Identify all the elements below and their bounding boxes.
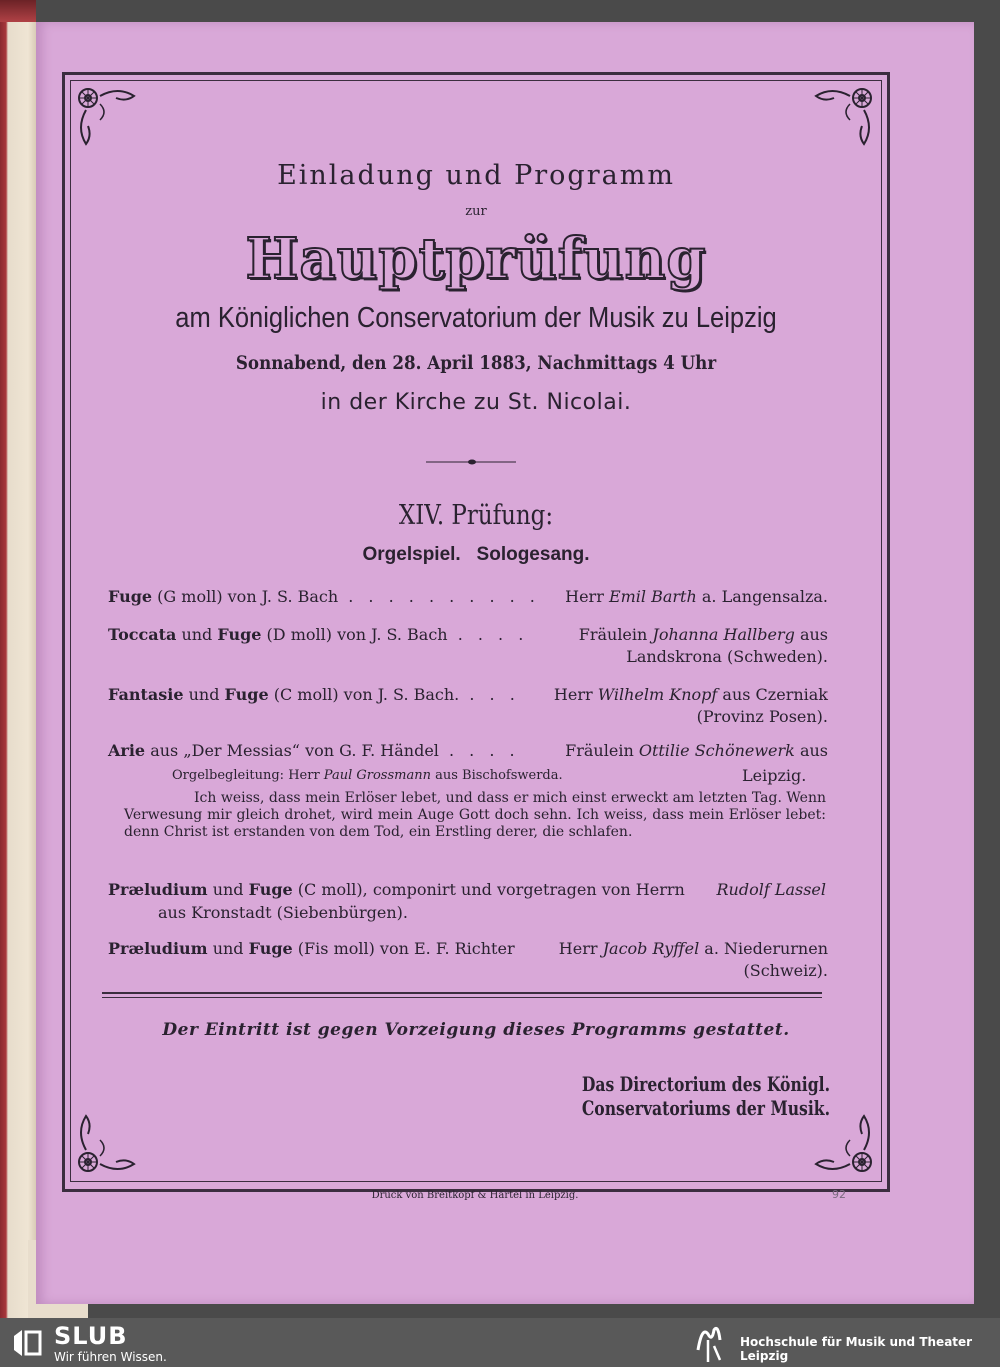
piece-detail: aus „Der Messias“ von G. F. Händel	[145, 741, 439, 760]
performer-origin: aus	[794, 741, 828, 760]
piece-title-2: Fuge	[224, 685, 269, 704]
program-entry-5	[108, 878, 826, 924]
spine-binding	[0, 0, 36, 22]
venue-line: in der Kirche zu St. Nicolai.	[320, 390, 632, 415]
piece-detail: (Fis moll) von E. F. Richter	[292, 939, 515, 958]
performer-origin-line2: aus Kronstadt (Siebenbürgen).	[158, 903, 408, 922]
piece-detail: (C moll), componirt und vorgetragen von Herrn	[292, 880, 690, 899]
piece-title-2: Fuge	[248, 880, 293, 899]
performer-origin: aus Czerniak	[717, 685, 828, 704]
section-subtitle: Orgelspiel. Sologesang.	[362, 544, 590, 565]
piece-title-2: Fuge	[248, 939, 293, 958]
institution-line: am Königlichen Conservatorium der Musik zu Leipzig	[175, 302, 777, 334]
piece-conjunction: und	[176, 625, 218, 644]
performer-origin-line2: Landskrona (Schweden).	[626, 647, 828, 666]
date-line: Sonnabend, den 28. April 1883, Nachmittags 4 Uhr	[235, 352, 717, 374]
separator-rule-thin	[102, 997, 822, 998]
slub-logo-icon[interactable]	[12, 1328, 42, 1358]
page-number: 92	[832, 1188, 846, 1201]
piece-conjunction: und	[183, 685, 225, 704]
performer-prefix: Herr	[565, 587, 609, 606]
leader-dots: . . . . . . . . . .	[338, 587, 540, 606]
slub-tagline: Wir führen Wissen.	[54, 1350, 167, 1364]
slub-name[interactable]: SLUB	[54, 1322, 128, 1350]
directorate-signature: Das Directorium des Königl. Conservatoriums der Musik.	[581, 1072, 830, 1120]
performer-name: Johanna Hallberg	[652, 625, 795, 644]
performer-origin: a. Langensalza.	[696, 587, 828, 606]
piece-detail: (D moll) von J. S. Bach	[261, 625, 448, 644]
main-title: Hauptprüfung	[245, 226, 707, 292]
performer-origin-line2: (Provinz Posen).	[696, 707, 828, 726]
piece-title: Arie	[108, 741, 146, 760]
piece-detail: (C moll) von J. S. Bach.	[268, 685, 460, 704]
performer-name: Emil Barth	[608, 587, 697, 606]
performer-origin: a. Niederurnen	[699, 939, 828, 958]
book-spine	[0, 0, 36, 1318]
corner-ornament-top-left	[74, 84, 152, 162]
leader-dots: . . . .	[438, 741, 520, 760]
piece-detail: (G moll) von J. S. Bach	[152, 587, 339, 606]
leader-dots: . . .	[459, 685, 520, 704]
separator-rule	[102, 992, 822, 994]
hmt-name[interactable]: Hochschule für Musik und Theater Leipzig	[740, 1335, 973, 1363]
piece-title: Fantasie	[108, 685, 184, 704]
performer-name: Jacob Ryffel	[602, 939, 700, 958]
performer-name: Ottilie Schönewerk	[638, 741, 795, 760]
performer-name: Wilhelm Knopf	[597, 685, 718, 704]
accompanist-name: Paul Grossmann	[323, 768, 431, 783]
aria-lyrics: Ich weiss, dass mein Erlöser lebet, und dass er mich einst erweckt am letzten Tag. Wenn Verwesung mir gleich drohet, wird mein Auge Gott doch sehn. Ich weiss, dass mein Erlöser lebet: denn Christ ist erstanden von dem Tod, ein Erstling derer, die schlafen.	[124, 790, 826, 840]
performer-origin: aus	[794, 625, 828, 644]
accompaniment-line	[172, 768, 563, 783]
piece-title: Toccata	[108, 625, 177, 644]
leader-dots: . . . .	[447, 625, 529, 644]
performer-prefix: Fräulein	[578, 625, 653, 644]
performer-origin-line2: Leipzig.	[742, 766, 807, 785]
header-invitation: Einladung und Programm	[277, 160, 675, 191]
hmt-logo-icon[interactable]	[694, 1322, 728, 1364]
performer-prefix: Herr	[553, 685, 598, 704]
accompaniment-prefix: Orgelbegleitung: Herr	[172, 768, 324, 783]
performer-prefix: Herr	[558, 939, 603, 958]
admission-note: Der Eintritt ist gegen Vorzeigung dieses Programms gestattet.	[162, 1020, 790, 1040]
ornamental-divider	[426, 457, 516, 467]
corner-ornament-bottom-left	[74, 1098, 152, 1176]
printer-imprint: Druck von Breitkopf & Härtel in Leipzig.	[371, 1190, 579, 1201]
performer-name: Rudolf Lassel	[716, 880, 826, 899]
piece-title-2: Fuge	[217, 625, 262, 644]
piece-conjunction: und	[207, 939, 249, 958]
viewer-footer	[0, 1318, 1000, 1367]
accompanist-origin: aus Bischofswerda.	[430, 768, 563, 783]
piece-title: Præludium	[108, 880, 208, 899]
piece-title: Præludium	[108, 939, 208, 958]
piece-conjunction: und	[207, 880, 249, 899]
performer-origin-line2: (Schweiz).	[743, 961, 828, 980]
piece-title: Fuge	[108, 587, 153, 606]
corner-ornament-top-right	[798, 84, 876, 162]
performer-prefix: Fräulein	[565, 741, 639, 760]
header-zur: zur	[465, 204, 487, 219]
section-title: XIV. Prüfung:	[398, 500, 554, 531]
